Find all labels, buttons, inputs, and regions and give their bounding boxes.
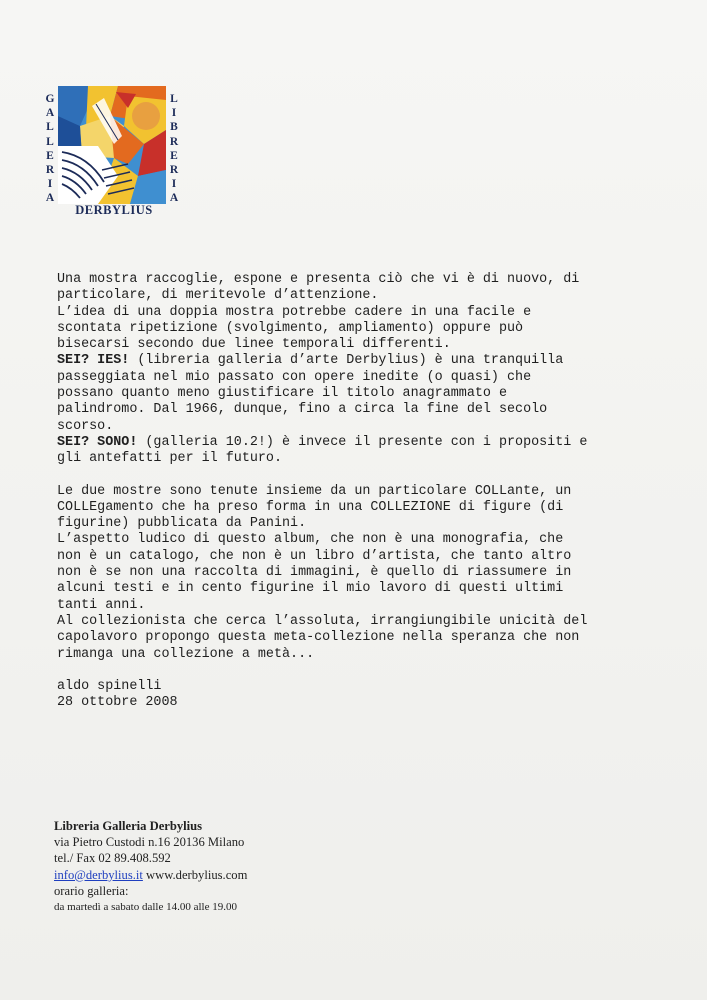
- footer-phone: tel./ Fax 02 89.408.592: [54, 851, 171, 866]
- text-line: non è un catalogo, che non è un libro d’artista, che tanto altro: [57, 548, 572, 564]
- text-line: capolavoro propongo questa meta-collezione nella speranza che non: [57, 630, 580, 646]
- text-line: Una mostra raccoglie, espone e presenta ciò che vi è di nuovo, di: [57, 272, 580, 287]
- paragraph-gap: [57, 468, 697, 484]
- text-line: L’aspetto ludico di questo album, che non è una monografia, che: [57, 532, 564, 548]
- footer-web: [54, 867, 374, 883]
- paragraph-intro: [57, 272, 697, 468]
- text-line: Al collezionista che cerca l’assoluta, irrangiungibile unicità del: [57, 613, 588, 629]
- text-line: L’idea di una doppia mostra potrebbe cadere in una facile e: [57, 304, 532, 320]
- letter-date: 28 ottobre 2008: [57, 695, 178, 711]
- derbylius-logo: [44, 86, 184, 218]
- footer-contact: [54, 818, 374, 915]
- logo-left-letters: G A L L E R I A: [45, 93, 55, 205]
- text-line: palindromo. Dal 1966, dunque, fino a circa la fine del secolo: [57, 402, 548, 418]
- text-line: non è se non una raccolta di immagini, è quello di riassumere in: [57, 565, 572, 581]
- footer-name: Libreria Galleria Derbylius: [54, 819, 203, 833]
- text-line: figurine) pubblicata da Panini.: [57, 516, 307, 532]
- text-line: SEI? IES! (libreria galleria d’arte Derbylius) è una tranquilla: [57, 353, 564, 369]
- letter-body: [57, 272, 697, 711]
- logo-artwork: [58, 86, 166, 204]
- text-line: particolare, di meritevole d’attenzione.: [57, 288, 379, 304]
- email-link[interactable]: info@derbylius.it: [54, 867, 143, 882]
- text-line: alcuni testi e in cento figurine il mio lavoro di questi ultimi: [57, 581, 564, 597]
- text-line: tanti anni.: [57, 597, 146, 613]
- footer-address: via Pietro Custodi n.16 20136 Milano: [54, 835, 245, 850]
- text-line: passeggiata nel mio passato con opere inedite (o quasi) che: [57, 369, 532, 385]
- text-line: gli antefatti per il futuro.: [57, 451, 282, 467]
- text-line: scorso.: [57, 418, 114, 434]
- logo-name: DERBYLIUS: [75, 203, 153, 217]
- text-line: rimanga una collezione a metà...: [57, 646, 315, 662]
- logo-right-letters: L I B R E R I A: [169, 93, 179, 205]
- exhibit-title-sei-ies: SEI? IES!: [57, 353, 130, 369]
- footer-hours: da martedì a sabato dalle 14.00 alle 19.00: [54, 901, 237, 914]
- paragraph-collection: [57, 484, 697, 663]
- text-line: scontata ripetizione (svolgimento, ampliamento) oppure può: [57, 320, 524, 336]
- signature: aldo spinelli: [57, 678, 162, 694]
- footer-hours-label: orario galleria:: [54, 883, 129, 898]
- text-line: possano quanto meno giustificare il titolo anagrammato e: [57, 386, 507, 402]
- text-line: Le due mostre sono tenute insieme da un particolare COLLante, un: [57, 483, 572, 499]
- text-line: SEI? SONO! (galleria 10.2!) è invece il presente con i propositi e: [57, 434, 588, 450]
- text-line: bisecarsi secondo due linee temporali differenti.: [57, 337, 451, 353]
- logo-artwork-graphic: [58, 86, 166, 204]
- website-text: www.derbylius.com: [142, 867, 248, 882]
- exhibit-title-sei-sono: SEI? SONO!: [57, 434, 138, 450]
- text-line: COLLEgamento che ha preso forma in una COLLEZIONE di figure (di: [57, 499, 564, 515]
- signature-block: [57, 679, 697, 712]
